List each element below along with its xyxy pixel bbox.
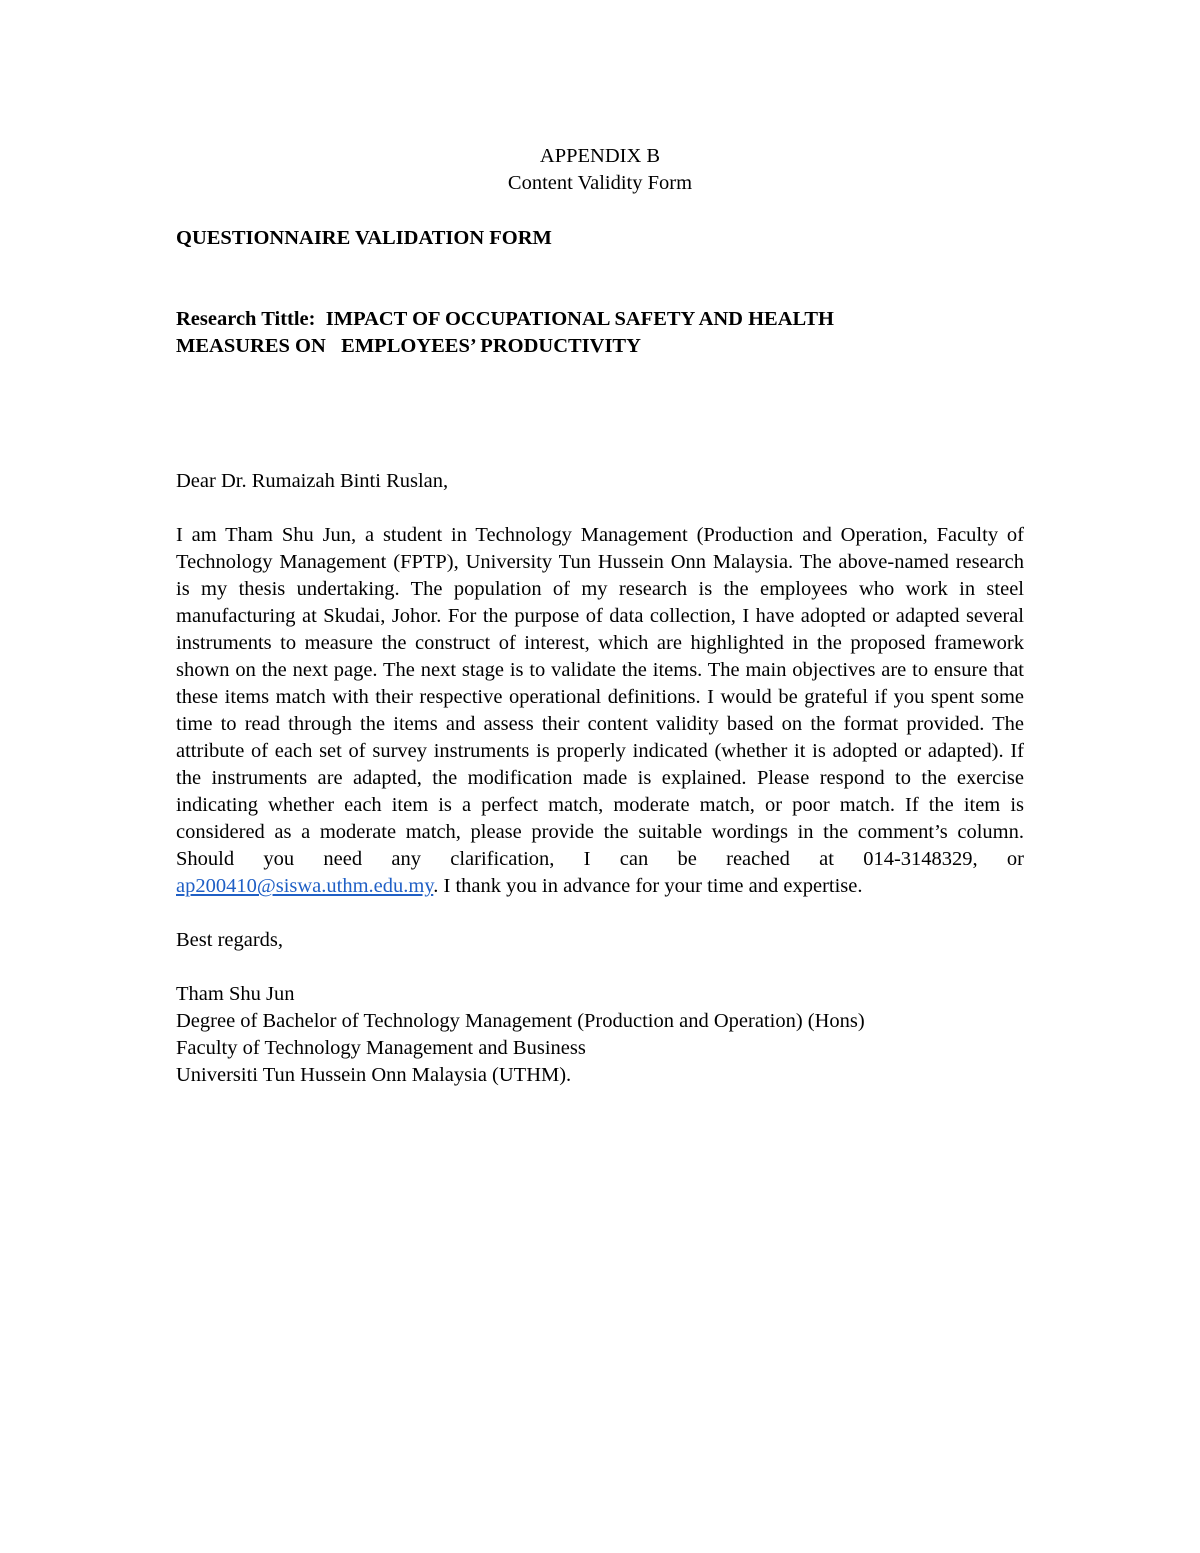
research-title-text-2: MEASURES ON EMPLOYEES’ PRODUCTIVITY: [176, 335, 641, 357]
letter-body-text: I am Tham Shu Jun, a student in Technology Management (Production and Operation, Faculty of Technology Management (FPTP), University Tun Hussein Onn Malaysia. The above-named research is my thesis undertaking. The population of my research is the employees who work in steel manufacturing at Skudai, Johor. For the purpose of data collection, I have adopted or adapted several instruments to measure the construct of interest, which are highlighted in the proposed framework shown on the next page. The next stage is to validate the items. The main objectives are to ensure that these items match with their respective operational definitions. I would be grateful if you spent some time to read through the items and assess their content validity based on the format provided. The attribute of each set of survey instruments is properly indicated (whether it is adopted or adapted). If the instruments are adapted, the modification made is explained. Please respond to the exercise indicating whether each item is a perfect match, moderate match, or poor match. If the item is considered as a moderate match, please provide the suitable wordings in the comment’s column. Should you need any clarification, I can be reached at 014-3148329, or: [176, 524, 1024, 870]
research-title-line-1: [176, 306, 1024, 333]
letter-body: [176, 522, 1024, 900]
signature-block: [176, 981, 1024, 1089]
signature-faculty: Faculty of Technology Management and Business: [176, 1037, 586, 1059]
letter-salutation: Dear Dr. Rumaizah Binti Ruslan,: [176, 470, 449, 492]
research-title-block: [176, 306, 1024, 360]
document-content: [176, 143, 1024, 1089]
form-title: QUESTIONNAIRE VALIDATION FORM: [176, 227, 552, 249]
letter-closing: Best regards,: [176, 929, 284, 951]
signature-name: Tham Shu Jun: [176, 983, 295, 1005]
appendix-subtitle: Content Validity Form: [507, 172, 693, 194]
letter-body-end: . I thank you in advance for your time and expertise.: [433, 875, 863, 897]
research-title-line-2: [176, 333, 1024, 360]
research-title-label: Research Tittle:: [176, 308, 316, 330]
email-link[interactable]: ap200410@siswa.uthm.edu.my: [176, 875, 434, 897]
signature-degree: Degree of Bachelor of Technology Management (Production and Operation) (Hons): [176, 1010, 865, 1032]
signature-university: Universiti Tun Hussein Onn Malaysia (UTHM).: [176, 1064, 572, 1086]
research-title-text-1: IMPACT OF OCCUPATIONAL SAFETY AND HEALTH: [325, 308, 834, 330]
appendix-heading: APPENDIX B: [539, 145, 661, 167]
